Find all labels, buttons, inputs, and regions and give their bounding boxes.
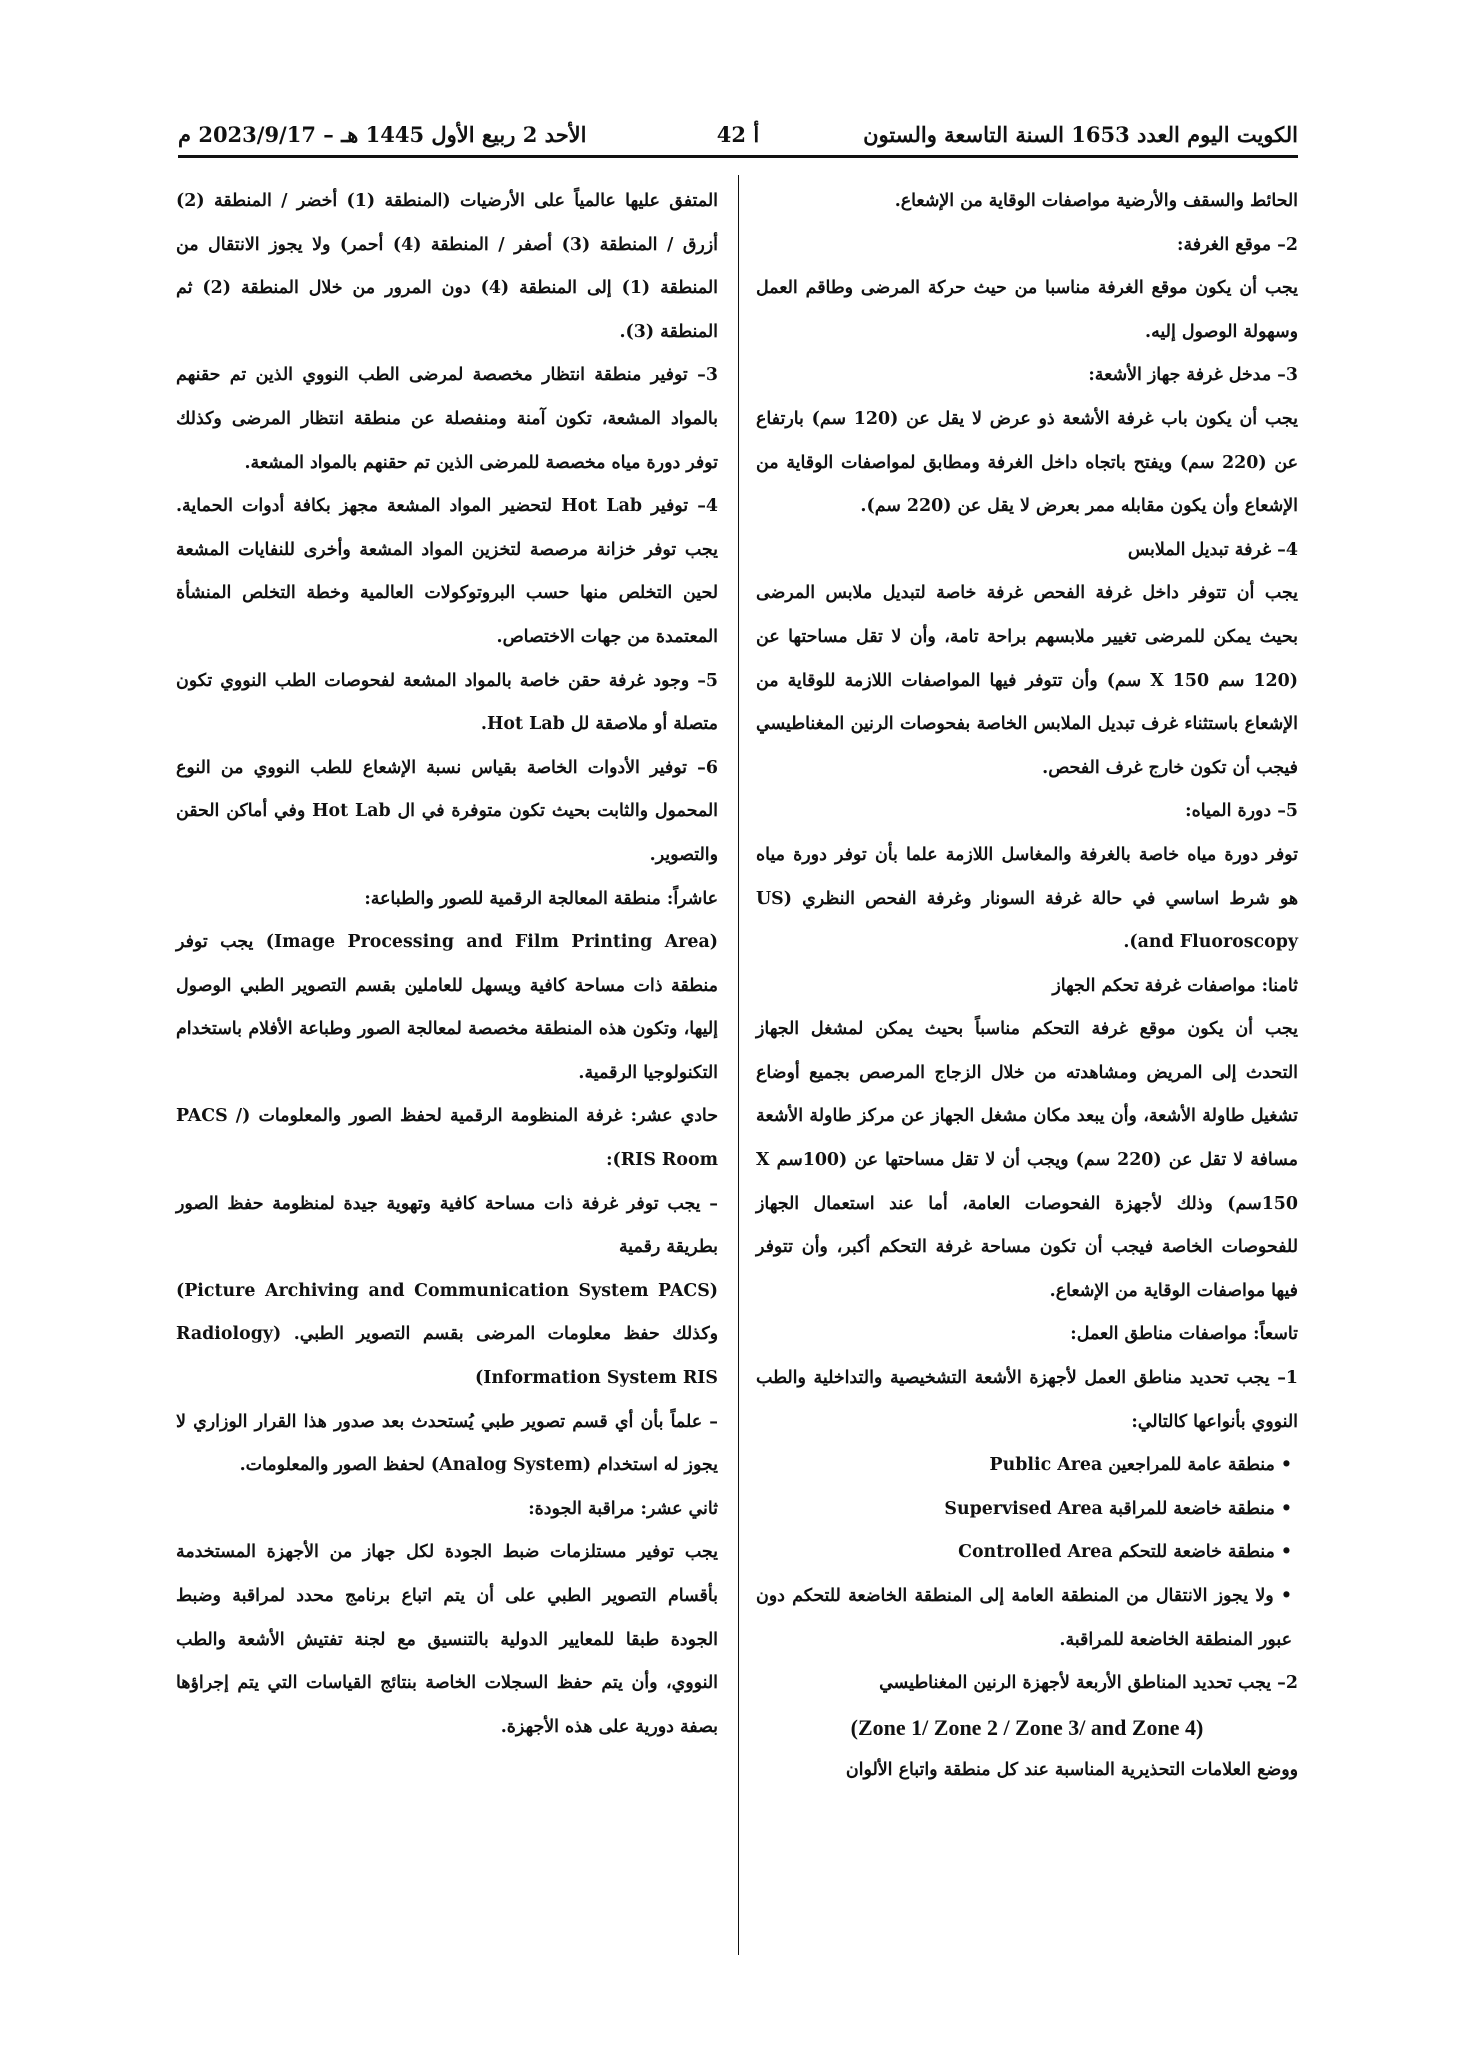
paragraph: 1– يجب تحديد مناطق العمل لأجهزة الأشعة التشخيصية والتداخلية والطب النووي بأنواعها كالتالي: bbox=[756, 1368, 1298, 1432]
list-item: • ولا يجوز الانتقال من المنطقة العامة إلى المنطقة الخاضعة للتحكم دون عبور المنطقة الخاضعة للمراقبة. bbox=[756, 1586, 1292, 1650]
paragraph: 6– توفير الأدوات الخاصة بقياس نسبة الإشعاع للطب النووي من النوع المحمول والثابت بحيث تكون متوفرة في ال Hot Lab وفي أماكن الحقن والتصوير. bbox=[176, 757, 718, 865]
paragraph: 5– وجود غرفة حقن خاصة بالمواد المشعة لفحوصات الطب النووي تكون متصلة أو ملاصقة لل Hot Lab. bbox=[176, 670, 718, 735]
paragraph: – يجب توفر غرفة ذات مساحة كافية وتهوية جيدة لمنظومة حفظ الصور بطريقة رقمية bbox=[176, 1193, 718, 1258]
header-page-number: أ 42 bbox=[716, 122, 760, 147]
section-heading: ثاني عشر: مراقبة الجودة: bbox=[528, 1498, 718, 1519]
page-header bbox=[178, 118, 1298, 154]
section-heading: ثامنا: مواصفات غرفة تحكم الجهاز bbox=[1052, 975, 1298, 996]
paragraph: 3– توفير منطقة انتظار مخصصة لمرضى الطب النووي الذين تم حقنهم بالمواد المشعة، تكون آمنة ومنفصلة عن منطقة انتظار المرضى وكذلك توفر دورة مياه مخصصة للمرضى الذين تم حقنهم بالمواد المشعة. bbox=[176, 365, 718, 473]
paragraph: (Image Processing and Film Printing Area) يجب توفر منطقة ذات مساحة كافية ويسهل للعاملين بقسم التصوير الطبي الوصول إليها، وتكون هذه المنطقة مخصصة لمعالجة الصور وطباعة الأفلام باستخدام التكنولوجيا الرقمية. bbox=[176, 932, 718, 1083]
section-heading: حادي عشر: غرفة المنظومة الرقمية لحفظ الصور والمعلومات (PACS / RIS Room): bbox=[176, 1106, 718, 1171]
right-column bbox=[756, 180, 1298, 1793]
column-divider bbox=[738, 175, 739, 1955]
paragraph: يجب توفير مستلزمات ضبط الجودة لكل جهاز من الأجهزة المستخدمة بأقسام التصوير الطبي على أن يتم اتباع برنامج محدد لمراقبة وضبط الجودة طبقا للمعايير الدولية بالتنسيق مع لجنة تفتيش الأشعة والطب النووي، وأن يتم حفظ السجلات الخاصة بنتائج القياسات التي يتم إجراؤها بصفة دورية على هذه الأجهزة. bbox=[176, 1542, 718, 1737]
paragraph: يجب أن يكون باب غرفة الأشعة ذو عرض لا يقل عن (120 سم) بارتفاع عن (220 سم) ويفتح باتجاه داخل الغرفة ومطابق لمواصفات الوقاية من الإشعاع وأن يكون مقابله ممر بعرض لا يقل عن (220 سم). bbox=[756, 408, 1299, 517]
left-column bbox=[176, 180, 718, 1749]
paragraph: يجب أن يكون موقع الغرفة مناسبا من حيث حركة المرضى وطاقم العمل وسهولة الوصول إليه. bbox=[756, 278, 1298, 342]
section-heading: تاسعاً: مواصفات مناطق العمل: bbox=[1070, 1324, 1298, 1345]
section-heading: 2– موقع الغرفة: bbox=[1177, 234, 1298, 255]
section-heading: 5– دورة المياه: bbox=[1185, 801, 1298, 822]
list-item: • منطقة خاضعة للتحكم Controlled Area bbox=[958, 1542, 1292, 1563]
paragraph: يجب أن تتوفر داخل غرفة الفحص غرفة خاصة لتبديل ملابس المرضى بحيث يمكن للمرضى تغيير ملابسهم براحة تامة، وأن لا تقل مساحتها عن (120 سم X 150 سم) وأن تتوفر فيها المواصفات اللازمة للوقاية من الإشعاع باستثناء غرف تبديل الملابس الخاصة بفحوصات الرنين المغناطيسي فيجب أن تكون خارج غرف الفحص. bbox=[756, 583, 1298, 778]
paragraph: المتفق عليها عالمياً على الأرضيات (المنطقة (1) أخضر / المنطقة (2) أزرق / المنطقة (3) أصفر / المنطقة (4) أحمر) ولا يجوز الانتقال من المنطقة (1) إلى المنطقة (4) دون المرور من خلال المنطقة (2) ثم المنطقة (3). bbox=[176, 191, 718, 342]
list-item: • منطقة خاضعة للمراقبة Supervised Area bbox=[944, 1498, 1292, 1519]
paragraph: – علماً بأن أي قسم تصوير طبي يُستحدث بعد صدور هذا القرار الوزاري لا يجوز له استخدام (Analog System) لحفظ الصور والمعلومات. bbox=[176, 1411, 718, 1476]
paragraph: ووضع العلامات التحذيرية المناسبة عند كل منطقة واتباع الألوان bbox=[845, 1760, 1298, 1781]
zones-line: (Zone 1/ Zone 2 / Zone 3/ and Zone 4) bbox=[850, 1714, 1204, 1740]
paragraph: 2– يجب تحديد المناطق الأربعة لأجهزة الرنين المغناطيسي bbox=[879, 1673, 1298, 1694]
paragraph: توفر دورة مياه خاصة بالغرفة والمغاسل اللازمة علما بأن توفر دورة مياه هو شرط اساسي في حالة غرفة السونار وغرفة الفحص النظري (US and Fluoroscopy). bbox=[756, 844, 1298, 953]
paragraph: (Picture Archiving and Communication System PACS) وكذلك حفظ معلومات المرضى بقسم التصوير الطبي. (Radiology Information System RIS) bbox=[176, 1280, 718, 1389]
header-issue: الكويت اليوم العدد 1653 السنة التاسعة والستون bbox=[863, 122, 1298, 147]
section-heading: 4– غرفة تبديل الملابس bbox=[1127, 539, 1298, 560]
section-heading: عاشراً: منطقة المعالجة الرقمية للصور والطباعة: bbox=[364, 888, 718, 909]
paragraph: الحائط والسقف والأرضية مواصفات الوقاية من الإشعاع. bbox=[894, 191, 1298, 211]
paragraph: يجب أن يكون موقع غرفة التحكم مناسباً بحيث يمكن لمشغل الجهاز التحدث إلى المريض ومشاهدته من خلال الزجاج المرصص بجميع أوضاع تشغيل طاولة الأشعة، وأن يبعد مكان مشغل الجهاز عن مركز طاولة الأشعة مسافة لا تقل عن (220 سم) ويجب أن لا تقل مساحتها عن (100سم X 150سم) وذلك لأجهزة الفحوصات العامة، أما عند استعمال الجهاز للفحوصات الخاصة فيجب أن تكون مساحة غرفة التحكم أكبر، وأن تتوفر فيها مواصفات الوقاية من الإشعاع. bbox=[756, 1019, 1299, 1301]
section-heading: 3– مدخل غرفة جهاز الأشعة: bbox=[1088, 365, 1298, 386]
list-item: • منطقة عامة للمراجعين Public Area bbox=[989, 1455, 1292, 1476]
header-date: الأحد 2 ربيع الأول 1445 هـ – 2023/9/17 م bbox=[178, 122, 587, 147]
paragraph: 4– توفير Hot Lab لتحضير المواد المشعة مجهز بكافة أدوات الحماية. يجب توفر خزانة مرصصة لتخزين المواد المشعة وأخرى للنفايات المشعة لحين التخلص منها حسب البروتوكولات العالمية وخطة التخلص المنشأة المعتمدة من جهات الاختصاص. bbox=[176, 496, 718, 647]
header-rule bbox=[178, 155, 1298, 158]
